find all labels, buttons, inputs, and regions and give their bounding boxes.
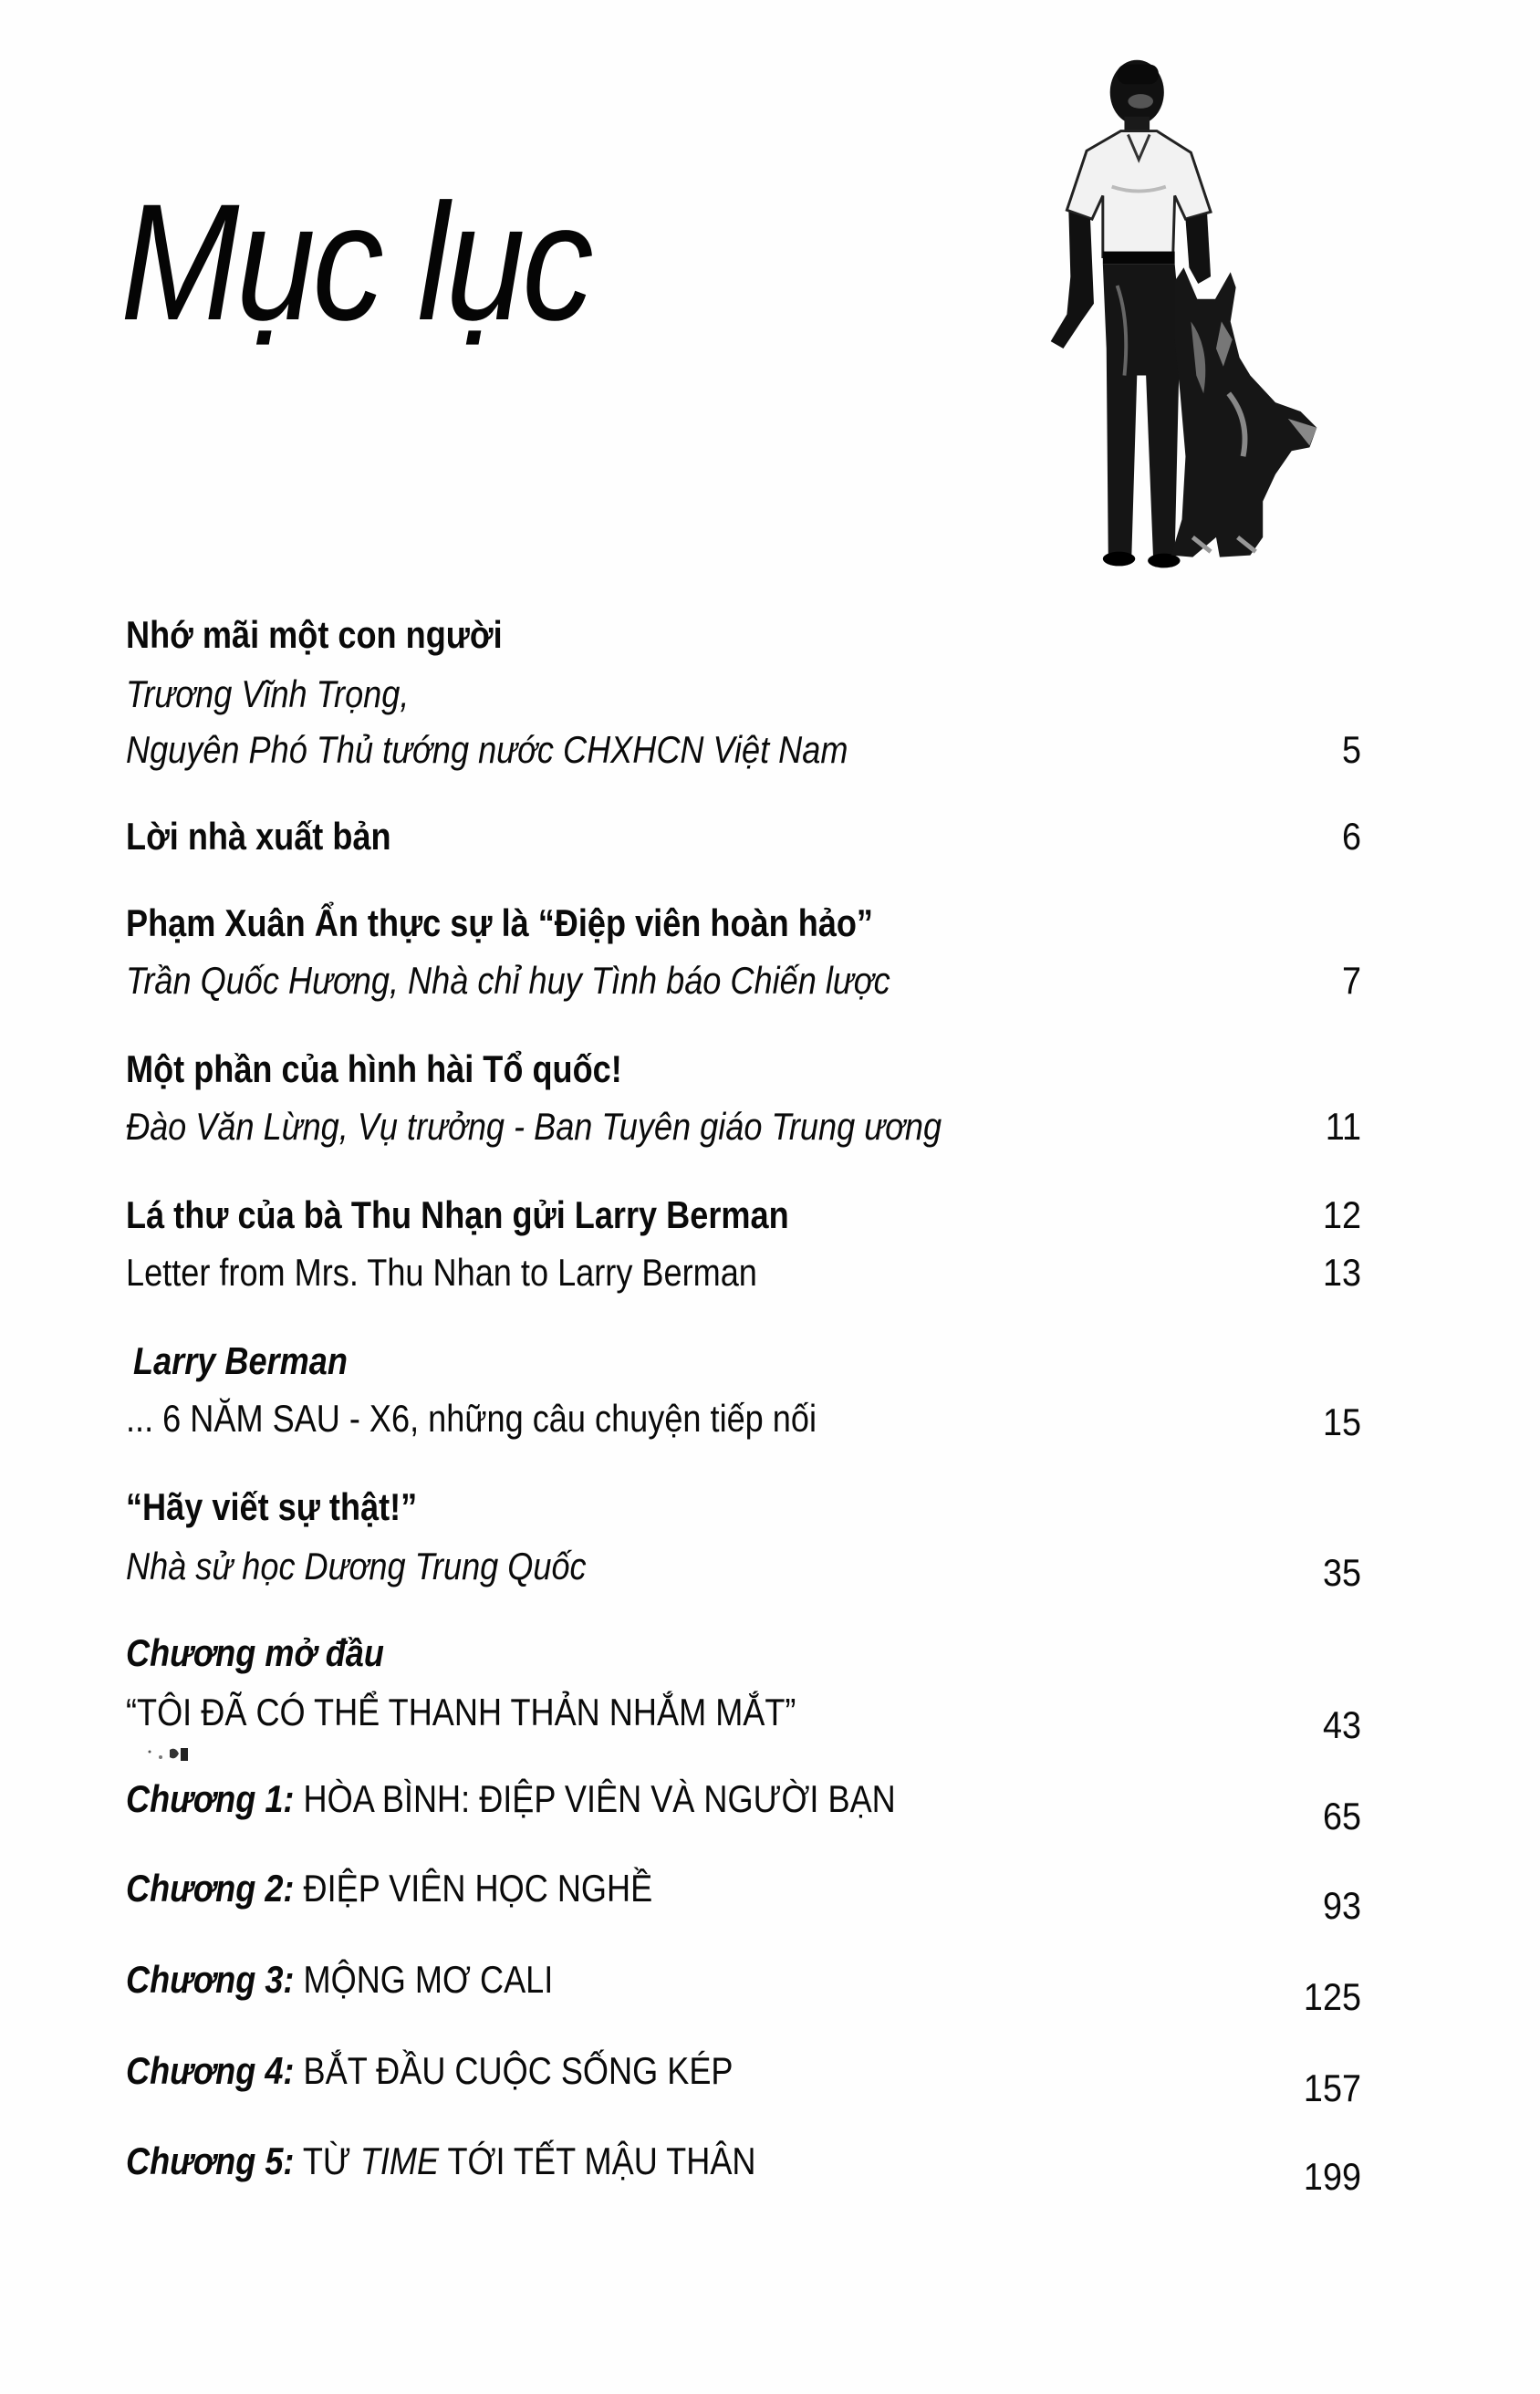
toc-heading-la-thu-cua-ba-thu-nhan[interactable]: Lá thư của bà Thu Nhạn gửi Larry Berman <box>126 1193 789 1236</box>
chapter-title: ĐIỆP VIÊN HỌC NGHỀ <box>303 1867 653 1910</box>
page-number: 13 <box>1322 1251 1361 1294</box>
page-number: 6 <box>1341 815 1361 858</box>
toc-heading-nho-mai-mot-con-nguoi[interactable]: Nhớ mãi một con người <box>126 613 503 656</box>
toc-heading-chuong-mo-dau[interactable]: Chương mở đầu <box>126 1631 384 1674</box>
page-number: 35 <box>1322 1551 1361 1594</box>
toc-chapter-1[interactable] <box>126 1777 896 1821</box>
toc-heading-letter-from-mrs-thu-nhan[interactable]: Letter from Mrs. Thu Nhan to Larry Berman <box>126 1251 757 1294</box>
toc-heading-hay-viet-su-that[interactable]: “Hãy viết sự thật!” <box>126 1485 418 1528</box>
scan-smudge <box>144 1744 197 1764</box>
chapter-label: Chương 4: <box>126 2049 295 2092</box>
chapter-label: Chương 3: <box>126 1958 295 2001</box>
page-number: 12 <box>1322 1193 1361 1236</box>
chapter-label: Chương 1: <box>126 1777 295 1820</box>
page-title: Mục lục <box>120 169 591 355</box>
toc-subtitle-toi-da-co-the[interactable]: “TÔI ĐÃ CÓ THỂ THANH THẢN NHẮM MẮT” <box>126 1691 796 1733</box>
toc-author-larry-berman: Larry Berman <box>133 1339 348 1382</box>
page-number: 199 <box>1303 2155 1361 2198</box>
chapter-title: BẮT ĐẦU CUỘC SỐNG KÉP <box>303 2049 734 2092</box>
chapter-label: Chương 5: <box>126 2139 295 2182</box>
page-number: 11 <box>1325 1105 1361 1148</box>
page-number: 15 <box>1322 1400 1361 1443</box>
page-number: 5 <box>1341 728 1361 771</box>
toc-heading-pham-xuan-an[interactable]: Phạm Xuân Ẩn thực sự là “Điệp viên hoàn hảo” <box>126 901 874 944</box>
chapter-title: MỘNG MƠ CALI <box>303 1958 554 2001</box>
chapter-title: HÒA BÌNH: ĐIỆP VIÊN VÀ NGƯỜI BẠN <box>303 1777 896 1820</box>
toc-heading-mot-phan-cua-hinh-hai-to-quoc[interactable]: Một phần của hình hài Tổ quốc! <box>126 1047 622 1090</box>
chapter-title-prefix: TỪ <box>302 2139 360 2182</box>
toc-heading-6-nam-sau[interactable]: ... 6 NĂM SAU - X6, những câu chuyện tiếp nối <box>126 1397 817 1440</box>
page-number: 125 <box>1303 1975 1361 2018</box>
toc-chapter-4[interactable] <box>126 2049 734 2093</box>
page-number: 157 <box>1303 2066 1361 2109</box>
page-number: 65 <box>1322 1795 1361 1837</box>
toc-heading-loi-nha-xuat-ban[interactable]: Lời nhà xuất bản <box>126 815 391 858</box>
man-with-dog-photo <box>1031 50 1337 584</box>
chapter-label: Chương 2: <box>126 1867 295 1910</box>
chapter-title-italic: TIME <box>359 2139 440 2182</box>
toc-chapter-2[interactable] <box>126 1867 652 1910</box>
toc-author-line: Nguyên Phó Thủ tướng nước CHXHCN Việt Nam <box>126 728 848 771</box>
page-number: 43 <box>1322 1703 1361 1746</box>
chapter-title-suffix: TỚI TẾT MẬU THÂN <box>439 2139 756 2182</box>
toc-chapter-5[interactable] <box>126 2139 756 2183</box>
page-number: 93 <box>1322 1884 1361 1927</box>
toc-author-line: Trương Vĩnh Trọng, <box>126 672 410 715</box>
toc-author-line: Nhà sử học Dương Trung Quốc <box>126 1545 587 1587</box>
toc-author-line: Trần Quốc Hương, Nhà chỉ huy Tình báo Chiến lược <box>126 959 890 1002</box>
toc-chapter-3[interactable] <box>126 1958 553 2002</box>
page-number: 7 <box>1341 959 1361 1002</box>
toc-author-line: Đào Văn Lừng, Vụ trưởng - Ban Tuyên giáo Trung ương <box>126 1105 942 1148</box>
